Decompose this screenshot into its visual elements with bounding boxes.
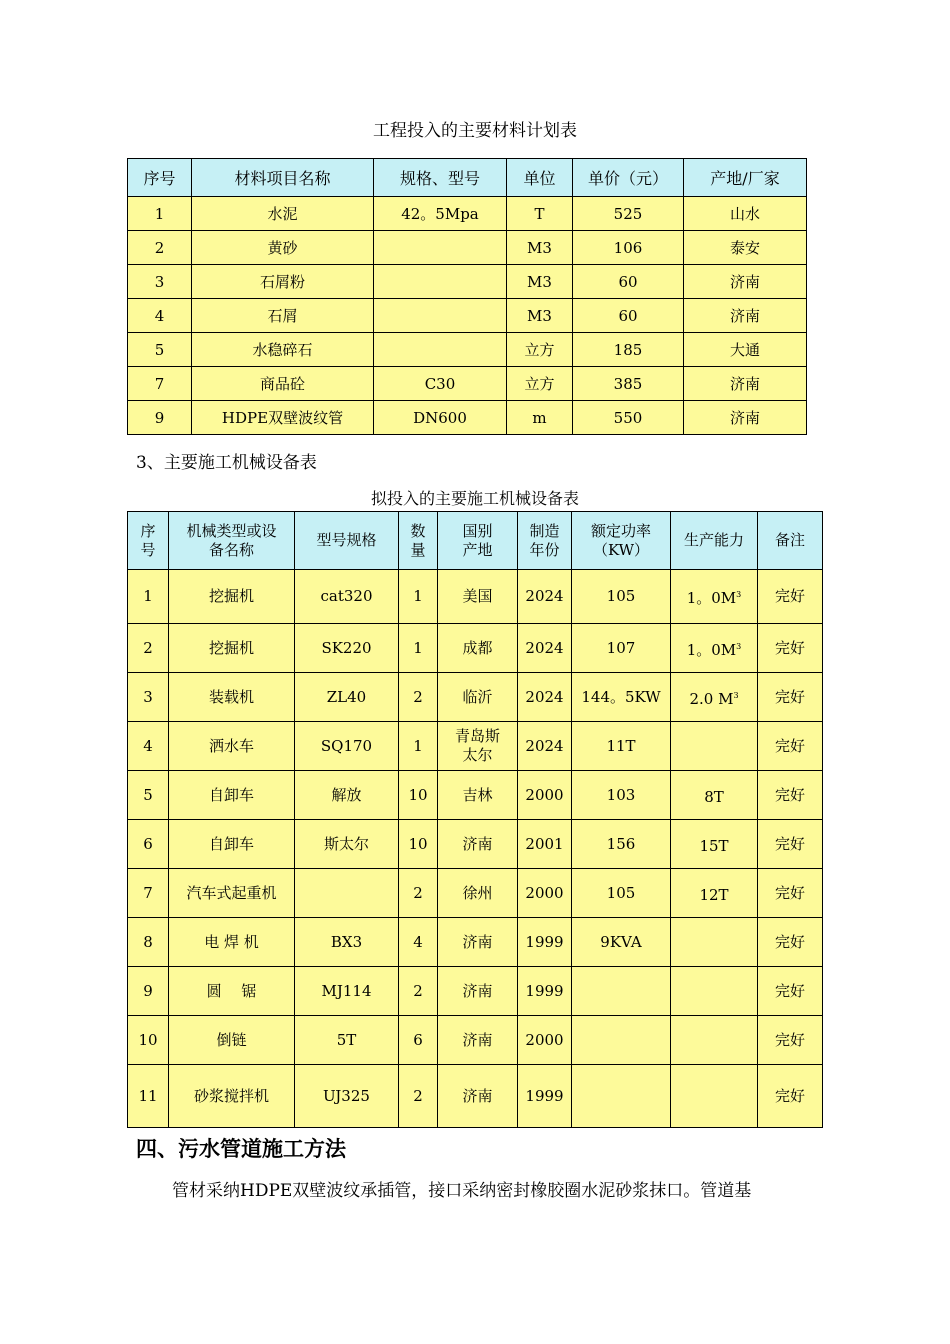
table-cell <box>572 1065 671 1128</box>
table-cell: M3 <box>507 299 573 333</box>
table-cell: 2000 <box>518 869 572 918</box>
table-row <box>128 265 807 299</box>
capacity-value: 1。0M <box>686 589 737 607</box>
header-cell: 产地/厂家 <box>684 159 807 197</box>
table-cell: 立方 <box>507 367 573 401</box>
table-cell: 挖掘机 <box>169 624 295 673</box>
table-cell <box>671 869 758 918</box>
table-cell: 济南 <box>438 1016 518 1065</box>
machinery-header-row <box>128 512 823 570</box>
header-cell: 备注 <box>758 512 823 570</box>
table-cell: 完好 <box>758 820 823 869</box>
table-cell: 圆 锯 <box>169 967 295 1016</box>
table-cell: C30 <box>374 367 507 401</box>
table-cell: 10 <box>128 1016 169 1065</box>
table-cell: ZL40 <box>295 673 399 722</box>
header-text: （KW） <box>592 540 650 559</box>
table-row <box>128 570 823 624</box>
table-cell: DN600 <box>374 401 507 435</box>
table-cell: 1 <box>399 624 438 673</box>
table-cell <box>374 333 507 367</box>
section-4-heading: 四、污水管道施工方法 <box>136 1137 346 1161</box>
table-cell: UJ325 <box>295 1065 399 1128</box>
table-cell: 9KVA <box>572 918 671 967</box>
table-cell: 60 <box>573 299 684 333</box>
materials-table <box>127 158 807 435</box>
table-row <box>128 1065 823 1128</box>
table-cell: 5 <box>128 771 169 820</box>
table-cell: 1999 <box>518 1065 572 1128</box>
table-row <box>128 918 823 967</box>
origin-line: 青岛斯 <box>454 727 500 745</box>
section-3-heading: 3、主要施工机械设备表 <box>136 453 317 473</box>
table-cell <box>671 820 758 869</box>
header-text: 序 <box>140 521 156 540</box>
body-paragraph: 管材采纳HDPE双壁波纹承插管，接口采纳密封橡胶圈水泥砂浆抹口。管道基 <box>172 1181 752 1201</box>
table-cell: 自卸车 <box>169 771 295 820</box>
table-row <box>128 624 823 673</box>
table-row <box>128 333 807 367</box>
capacity-value: 8T <box>704 787 724 806</box>
table-cell: 济南 <box>684 299 807 333</box>
table-cell: 完好 <box>758 1016 823 1065</box>
table-cell: 临沂 <box>438 673 518 722</box>
table-cell: 山水 <box>684 197 807 231</box>
table-cell: 完好 <box>758 1065 823 1128</box>
table-cell: 美国 <box>438 570 518 624</box>
table-cell: 9 <box>128 967 169 1016</box>
table-cell <box>671 673 758 722</box>
table-cell <box>671 771 758 820</box>
table-cell: 10 <box>399 771 438 820</box>
table-cell <box>295 869 399 918</box>
table-cell: 2 <box>128 624 169 673</box>
table-cell: 3 <box>128 265 192 299</box>
table-cell: 济南 <box>684 367 807 401</box>
table-cell: 105 <box>572 869 671 918</box>
table-cell: MJ114 <box>295 967 399 1016</box>
table-cell: 1 <box>128 197 192 231</box>
table-cell: 5 <box>128 333 192 367</box>
table-cell: 144。5KW <box>572 673 671 722</box>
table-cell: 2 <box>399 1065 438 1128</box>
table-cell: 2 <box>128 231 192 265</box>
table-cell: 11 <box>128 1065 169 1128</box>
table-cell: 泰安 <box>684 231 807 265</box>
header-text: 额定功率 <box>590 521 651 540</box>
table-cell: 水泥 <box>192 197 374 231</box>
header-cell <box>399 512 438 570</box>
table-cell <box>572 967 671 1016</box>
header-text: 数 <box>410 521 426 540</box>
table-cell: 525 <box>573 197 684 231</box>
table-cell: 550 <box>573 401 684 435</box>
table-cell: 2001 <box>518 820 572 869</box>
table-cell: 装载机 <box>169 673 295 722</box>
table-cell: SK220 <box>295 624 399 673</box>
header-cell <box>169 512 295 570</box>
table-cell: 9 <box>128 401 192 435</box>
table-cell: 洒水车 <box>169 722 295 771</box>
table-cell: 1999 <box>518 967 572 1016</box>
table-cell: 2024 <box>518 570 572 624</box>
materials-header-row <box>128 159 807 197</box>
superscript: 3 <box>733 690 739 700</box>
machinery-table-title: 拟投入的主要施工机械设备表 <box>370 489 579 508</box>
materials-table-title: 工程投入的主要材料计划表 <box>373 121 577 141</box>
table-cell <box>671 1065 758 1128</box>
capacity-value: 15T <box>699 836 729 855</box>
table-cell: 解放 <box>295 771 399 820</box>
table-cell: 济南 <box>438 918 518 967</box>
table-cell: 水稳碎石 <box>192 333 374 367</box>
table-cell: 60 <box>573 265 684 299</box>
header-cell: 单位 <box>507 159 573 197</box>
table-cell: 完好 <box>758 624 823 673</box>
table-cell <box>671 624 758 673</box>
table-row <box>128 197 807 231</box>
table-cell: T <box>507 197 573 231</box>
header-text: 备名称 <box>208 540 254 559</box>
table-row <box>128 1016 823 1065</box>
origin-line: 太尔 <box>462 746 493 764</box>
table-row <box>128 673 823 722</box>
table-cell: 105 <box>572 570 671 624</box>
capacity-value: 2.0 M <box>689 689 734 708</box>
table-cell: 106 <box>573 231 684 265</box>
table-cell: 42。5Mpa <box>374 197 507 231</box>
table-cell <box>671 1016 758 1065</box>
table-cell: 2024 <box>518 722 572 771</box>
table-cell: 完好 <box>758 869 823 918</box>
header-cell: 规格、型号 <box>374 159 507 197</box>
table-cell <box>671 722 758 771</box>
table-row <box>128 869 823 918</box>
table-cell: 1 <box>399 722 438 771</box>
header-text: 制造 <box>529 521 560 540</box>
table-cell: 185 <box>573 333 684 367</box>
table-cell: 济南 <box>438 967 518 1016</box>
table-cell: 7 <box>128 367 192 401</box>
table-cell: 石屑粉 <box>192 265 374 299</box>
table-cell: 成都 <box>438 624 518 673</box>
table-cell: 1 <box>399 570 438 624</box>
table-cell: 4 <box>128 722 169 771</box>
table-row <box>128 299 807 333</box>
table-cell: 立方 <box>507 333 573 367</box>
table-cell: cat320 <box>295 570 399 624</box>
table-cell: 挖掘机 <box>169 570 295 624</box>
header-text: 产地 <box>462 540 493 559</box>
header-text: 量 <box>410 540 426 559</box>
table-cell: 5T <box>295 1016 399 1065</box>
table-cell <box>374 231 507 265</box>
table-cell: 倒链 <box>169 1016 295 1065</box>
header-text: 国别 <box>462 521 493 540</box>
table-cell <box>671 570 758 624</box>
table-cell: 8 <box>128 918 169 967</box>
header-text: 号 <box>140 540 156 559</box>
table-cell: 斯太尔 <box>295 820 399 869</box>
table-cell: 156 <box>572 820 671 869</box>
table-cell: 3 <box>128 673 169 722</box>
table-cell: 2 <box>399 673 438 722</box>
table-cell: 1 <box>128 570 169 624</box>
table-cell: 2 <box>399 967 438 1016</box>
table-cell: 2 <box>399 869 438 918</box>
header-cell: 序号 <box>128 159 192 197</box>
table-cell: M3 <box>507 265 573 299</box>
table-cell: 吉林 <box>438 771 518 820</box>
table-cell: 4 <box>399 918 438 967</box>
table-cell <box>671 918 758 967</box>
table-row <box>128 401 807 435</box>
table-cell: 砂浆搅拌机 <box>169 1065 295 1128</box>
table-cell <box>374 265 507 299</box>
superscript: 3 <box>736 590 742 599</box>
table-cell <box>572 1016 671 1065</box>
header-text: 机械类型或设 <box>186 521 277 540</box>
table-row <box>128 367 807 401</box>
table-cell <box>374 299 507 333</box>
table-cell: 大通 <box>684 333 807 367</box>
table-cell: 徐州 <box>438 869 518 918</box>
table-row <box>128 722 823 771</box>
table-cell <box>671 967 758 1016</box>
table-row <box>128 771 823 820</box>
machinery-table <box>127 511 823 1128</box>
table-cell: 107 <box>572 624 671 673</box>
capacity-value: 1。0M <box>686 640 737 659</box>
header-cell <box>518 512 572 570</box>
table-cell: 完好 <box>758 722 823 771</box>
table-row <box>128 820 823 869</box>
table-cell: 1999 <box>518 918 572 967</box>
table-cell <box>438 722 518 771</box>
table-cell: 2024 <box>518 673 572 722</box>
table-cell: 完好 <box>758 967 823 1016</box>
table-cell: 完好 <box>758 673 823 722</box>
table-row <box>128 967 823 1016</box>
table-cell: 4 <box>128 299 192 333</box>
header-text: 年份 <box>529 540 560 559</box>
table-cell: 6 <box>128 820 169 869</box>
table-cell: 济南 <box>684 401 807 435</box>
capacity-value: 12T <box>699 885 729 904</box>
table-cell: 7 <box>128 869 169 918</box>
table-cell: 完好 <box>758 771 823 820</box>
header-cell <box>128 512 169 570</box>
header-cell <box>572 512 671 570</box>
table-cell: 黄砂 <box>192 231 374 265</box>
header-cell: 生产能力 <box>671 512 758 570</box>
header-cell <box>438 512 518 570</box>
table-cell: 完好 <box>758 918 823 967</box>
table-cell: 济南 <box>438 1065 518 1128</box>
header-cell: 材料项目名称 <box>192 159 374 197</box>
table-cell: M3 <box>507 231 573 265</box>
table-cell: 完好 <box>758 570 823 624</box>
header-cell: 型号规格 <box>295 512 399 570</box>
table-cell: 商品砼 <box>192 367 374 401</box>
table-cell: m <box>507 401 573 435</box>
table-cell: SQ170 <box>295 722 399 771</box>
table-cell: 济南 <box>684 265 807 299</box>
table-cell: 石屑 <box>192 299 374 333</box>
table-cell: HDPE双壁波纹管 <box>192 401 374 435</box>
table-cell: 济南 <box>438 820 518 869</box>
table-cell: 6 <box>399 1016 438 1065</box>
table-cell: BX3 <box>295 918 399 967</box>
table-cell: 11T <box>572 722 671 771</box>
table-cell: 2024 <box>518 624 572 673</box>
table-cell: 汽车式起重机 <box>169 869 295 918</box>
header-cell: 单价（元） <box>573 159 684 197</box>
table-cell: 385 <box>573 367 684 401</box>
table-cell: 2000 <box>518 1016 572 1065</box>
table-cell: 10 <box>399 820 438 869</box>
table-cell: 2000 <box>518 771 572 820</box>
table-cell: 自卸车 <box>169 820 295 869</box>
table-row <box>128 231 807 265</box>
superscript: 3 <box>736 641 742 651</box>
table-cell: 103 <box>572 771 671 820</box>
table-cell: 电 焊 机 <box>169 918 295 967</box>
